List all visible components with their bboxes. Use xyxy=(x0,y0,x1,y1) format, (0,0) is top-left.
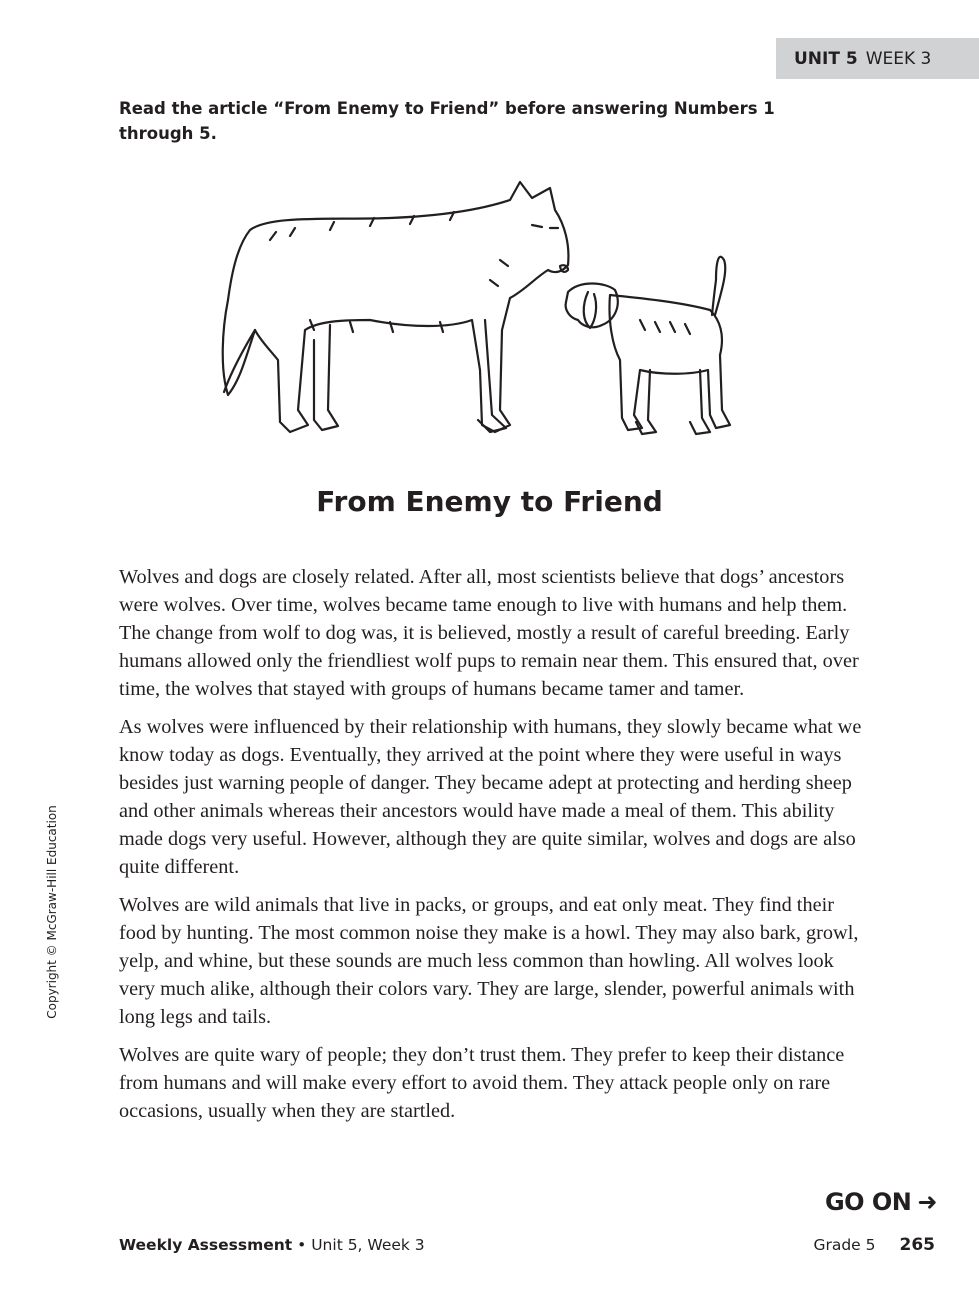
assessment-label: Weekly Assessment xyxy=(119,1236,293,1254)
week-label: WEEK 3 xyxy=(865,48,932,69)
instructions: Read the article “From Enemy to Friend” before answering Numbers 1 through 5. xyxy=(119,99,775,143)
dog-legs xyxy=(636,370,710,434)
wolf-body xyxy=(223,182,569,432)
article-paragraph-1: Wolves and dogs are closely related. After all, most scientists believe that dogs’ ancestors were wolves. Over time, wolves became tame enough to live with humans and help them. The change from wolf to dog was, it is believed, mostly a result of careful breeding. Early humans allowed only the friendliest wolf pups to remain near them. This ensured that, over time, the wolves that stayed with groups of humans became tamer and tamer. xyxy=(119,566,859,700)
article-paragraph-4: Wolves are quite wary of people; they don’t trust them. They prefer to keep their distance from humans and will make every effort to avoid them. They attack people only on rare occasions, usually when they are startled. xyxy=(119,1044,845,1122)
copyright-text: Copyright © McGraw-Hill Education xyxy=(45,805,59,1019)
go-on-indicator xyxy=(825,1188,937,1216)
footer-assessment xyxy=(119,1236,425,1254)
article-title: From Enemy to Friend xyxy=(316,485,663,518)
article-paragraph-3: Wolves are wild animals that live in packs, or groups, and eat only meat. They find their food by hunting. The most common noise they make is a howl. They may also bark, growl, yelp, and whine, but these sounds are much less common than howling. All wolves look very much alike, although their colors vary. They are large, slender, powerful animals with long legs and tails. xyxy=(119,894,859,1028)
dog-ear xyxy=(584,292,596,328)
unit-label: UNIT 5 xyxy=(794,48,858,69)
go-on-label: GO ON xyxy=(824,1188,912,1216)
page-number: 265 xyxy=(899,1235,935,1255)
grade-label: Grade 5 xyxy=(813,1236,876,1254)
article-paragraph-2: As wolves were influenced by their relationship with humans, they slowly became what we know today as dogs. Eventually, they arrived at the point where they were useful in ways besides just warning people of danger. They became adept at protecting and herding sheep and other animals whereas their ancestors would have made a meal of them. This ability made dogs very useful. However, although they are quite similar, wolves and dogs are also quite different. xyxy=(119,716,862,878)
unit-week-tab xyxy=(776,38,979,79)
wolf-tail xyxy=(224,330,255,392)
article-body xyxy=(119,563,864,1135)
dog-tail xyxy=(712,257,725,315)
wolf-eye xyxy=(532,225,558,228)
wolf-and-dog-illustration xyxy=(210,170,770,470)
wolf-hind-leg xyxy=(314,325,338,430)
footer-page-info xyxy=(813,1235,935,1255)
arrow-right-icon: ➜ xyxy=(917,1188,937,1216)
wolf-fur xyxy=(270,212,508,332)
assessment-detail: • Unit 5, Week 3 xyxy=(292,1236,425,1254)
dog-markings xyxy=(640,320,690,334)
